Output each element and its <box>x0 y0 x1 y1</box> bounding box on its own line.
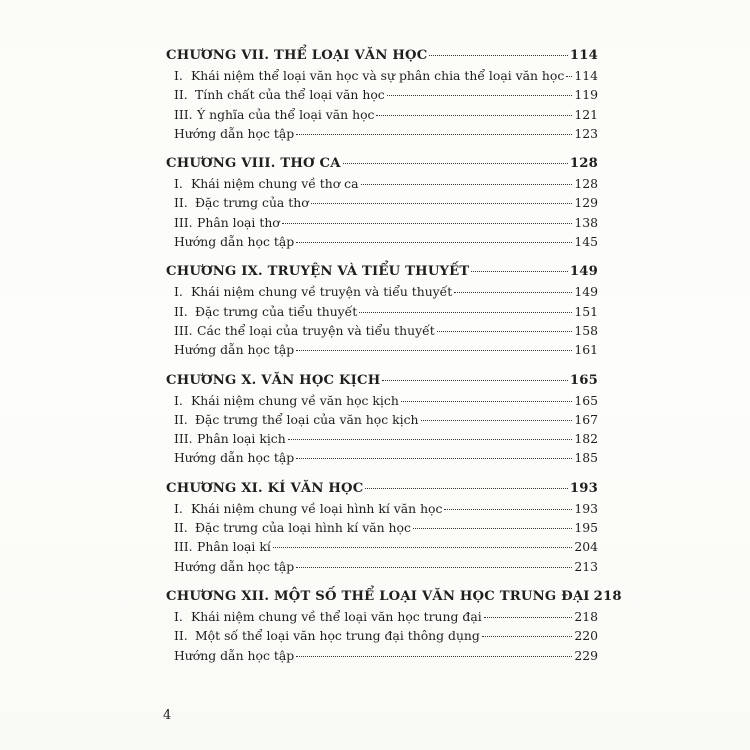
section-page-number: 158 <box>574 322 598 338</box>
dot-leader <box>413 528 572 529</box>
section-page-number: 119 <box>574 87 598 103</box>
dot-leader <box>365 488 567 489</box>
dot-leader <box>296 567 572 568</box>
dot-leader <box>296 458 572 459</box>
dot-leader <box>343 163 568 164</box>
toc-chapter <box>166 154 598 251</box>
chapter-title: CHƯƠNG VIII. THƠ CA <box>166 156 341 172</box>
section-number: III. <box>174 322 193 338</box>
toc-entry <box>166 429 598 448</box>
toc-entry <box>166 499 598 518</box>
dot-leader <box>311 203 573 204</box>
section-page-number: 165 <box>574 392 598 408</box>
toc-entry <box>166 340 598 359</box>
dot-leader <box>387 95 573 96</box>
section-number: III. <box>174 539 193 555</box>
section-title: Hướng dẫn học tập <box>174 234 295 250</box>
chapter-page-number: 149 <box>569 264 598 280</box>
dot-leader <box>471 271 567 272</box>
dot-leader <box>282 223 573 224</box>
section-title: Đặc trưng thể loại của văn học kịch <box>195 411 419 427</box>
section-title: Hướng dẫn học tập <box>174 647 295 663</box>
toc-chapter <box>166 371 598 468</box>
section-title: Phân loại kí <box>197 539 271 555</box>
toc-entry <box>166 391 598 410</box>
dot-leader <box>444 509 572 510</box>
toc-entry <box>166 607 598 626</box>
dot-leader <box>288 439 573 440</box>
section-page-number: 220 <box>574 628 598 644</box>
section-page-number: 114 <box>574 68 598 83</box>
chapter-page-number: 165 <box>569 372 598 388</box>
dot-leader <box>437 331 573 332</box>
chapter-page-number: 218 <box>593 588 622 604</box>
toc-entry <box>166 66 598 85</box>
toc-entry <box>166 626 598 645</box>
toc-entry <box>166 410 598 429</box>
dot-leader <box>296 134 572 135</box>
section-page-number: 151 <box>574 303 598 319</box>
dot-leader <box>382 380 567 381</box>
dot-leader <box>566 76 572 77</box>
toc-entry <box>166 302 598 321</box>
section-page-number: 185 <box>574 450 598 466</box>
section-page-number: 128 <box>574 176 598 192</box>
section-title: Khái niệm chung về thơ ca <box>191 176 359 192</box>
toc-entry <box>166 557 598 576</box>
toc-chapter <box>166 479 598 576</box>
toc-entry <box>166 448 598 467</box>
chapter-page-number: 114 <box>569 48 598 63</box>
section-title: Hướng dẫn học tập <box>174 342 295 358</box>
toc-chapter <box>166 46 598 143</box>
toc-chapter <box>166 262 598 359</box>
section-number: I. <box>174 608 183 624</box>
toc-entry <box>166 213 598 232</box>
section-number: II. <box>174 303 188 319</box>
chapter-title: CHƯƠNG XII. MỘT SỐ THỂ LOẠI VĂN HỌC TRUNG ĐẠI <box>166 588 590 604</box>
section-page-number: 149 <box>574 284 598 300</box>
toc-entry <box>166 518 598 537</box>
toc-entry <box>166 105 598 124</box>
dot-leader <box>401 401 573 402</box>
chapter-heading <box>166 587 622 607</box>
dot-leader <box>296 242 572 243</box>
toc-entry <box>166 282 598 301</box>
table-of-contents <box>166 46 622 676</box>
section-page-number: 121 <box>574 106 598 122</box>
section-page-number: 145 <box>574 234 598 250</box>
chapter-page-number: 128 <box>569 156 598 172</box>
section-title: Đặc trưng của tiểu thuyết <box>195 303 358 319</box>
section-title: Tính chất của thể loại văn học <box>195 87 385 103</box>
section-number: I. <box>174 176 183 192</box>
section-page-number: 129 <box>574 195 598 211</box>
toc-entry <box>166 193 598 212</box>
section-title: Hướng dẫn học tập <box>174 450 295 466</box>
section-number: II. <box>174 195 188 211</box>
section-number: III. <box>174 214 193 230</box>
section-page-number: 218 <box>574 608 598 624</box>
dot-leader <box>484 617 573 618</box>
dot-leader <box>482 636 572 637</box>
toc-entry <box>166 232 598 251</box>
section-page-number: 161 <box>574 342 598 358</box>
chapter-title: CHƯƠNG X. VĂN HỌC KỊCH <box>166 372 381 388</box>
section-number: I. <box>174 68 183 83</box>
section-number: III. <box>174 106 193 122</box>
toc-entry <box>166 85 598 104</box>
dot-leader <box>421 420 573 421</box>
section-title: Phân loại thơ <box>197 214 280 230</box>
chapter-title: CHƯƠNG IX. TRUYỆN VÀ TIỂU THUYẾT <box>166 264 470 280</box>
section-number: I. <box>174 392 183 408</box>
page-number: 4 <box>163 708 172 723</box>
chapter-title: CHƯƠNG XI. KÍ VĂN HỌC <box>166 480 364 496</box>
section-title: Ý nghĩa của thể loại văn học <box>197 106 375 122</box>
section-page-number: 138 <box>574 214 598 230</box>
chapter-page-number: 193 <box>569 480 598 496</box>
dot-leader <box>273 547 573 548</box>
dot-leader <box>361 184 573 185</box>
section-page-number: 213 <box>574 558 598 574</box>
section-page-number: 195 <box>574 520 598 536</box>
section-page-number: 193 <box>574 500 598 516</box>
section-title: Một số thể loại văn học trung đại thông dụng <box>195 628 480 644</box>
toc-entry <box>166 537 598 556</box>
section-page-number: 182 <box>574 431 598 447</box>
toc-entry <box>166 174 598 193</box>
dot-leader <box>454 292 572 293</box>
section-title: Khái niệm thể loại văn học và sự phân chia thể loại văn học <box>191 68 565 83</box>
section-title: Khái niệm chung về văn học kịch <box>191 392 399 408</box>
chapter-heading <box>166 479 598 499</box>
section-title: Hướng dẫn học tập <box>174 558 295 574</box>
chapter-heading <box>166 46 598 66</box>
section-number: II. <box>174 87 188 103</box>
dot-leader <box>296 656 572 657</box>
section-title: Hướng dẫn học tập <box>174 125 295 141</box>
section-title: Khái niệm chung về thể loại văn học trung đại <box>191 608 482 624</box>
section-title: Phân loại kịch <box>197 431 286 447</box>
toc-entry <box>166 124 598 143</box>
chapter-heading <box>166 154 598 174</box>
section-title: Khái niệm chung về loại hình kí văn học <box>191 500 443 516</box>
toc-entry <box>166 646 598 665</box>
section-page-number: 204 <box>574 539 598 555</box>
section-page-number: 167 <box>574 411 598 427</box>
chapter-heading <box>166 371 598 391</box>
section-number: I. <box>174 500 183 516</box>
dot-leader <box>359 312 572 313</box>
section-number: II. <box>174 411 188 427</box>
toc-entry <box>166 321 598 340</box>
section-number: I. <box>174 284 183 300</box>
dot-leader <box>429 55 567 56</box>
section-number: II. <box>174 520 188 536</box>
chapter-heading <box>166 262 598 282</box>
dot-leader <box>296 350 572 351</box>
section-title: Đặc trưng của thơ <box>195 195 309 211</box>
section-title: Các thể loại của truyện và tiểu thuyết <box>197 322 435 338</box>
dot-leader <box>376 115 572 116</box>
section-page-number: 123 <box>574 125 598 141</box>
section-page-number: 229 <box>574 647 598 663</box>
section-title: Khái niệm chung về truyện và tiểu thuyết <box>191 284 453 300</box>
section-title: Đặc trưng của loại hình kí văn học <box>195 520 411 536</box>
section-number: III. <box>174 431 193 447</box>
section-number: II. <box>174 628 188 644</box>
toc-chapter <box>166 587 622 665</box>
chapter-title: CHƯƠNG VII. THỂ LOẠI VĂN HỌC <box>166 48 428 63</box>
